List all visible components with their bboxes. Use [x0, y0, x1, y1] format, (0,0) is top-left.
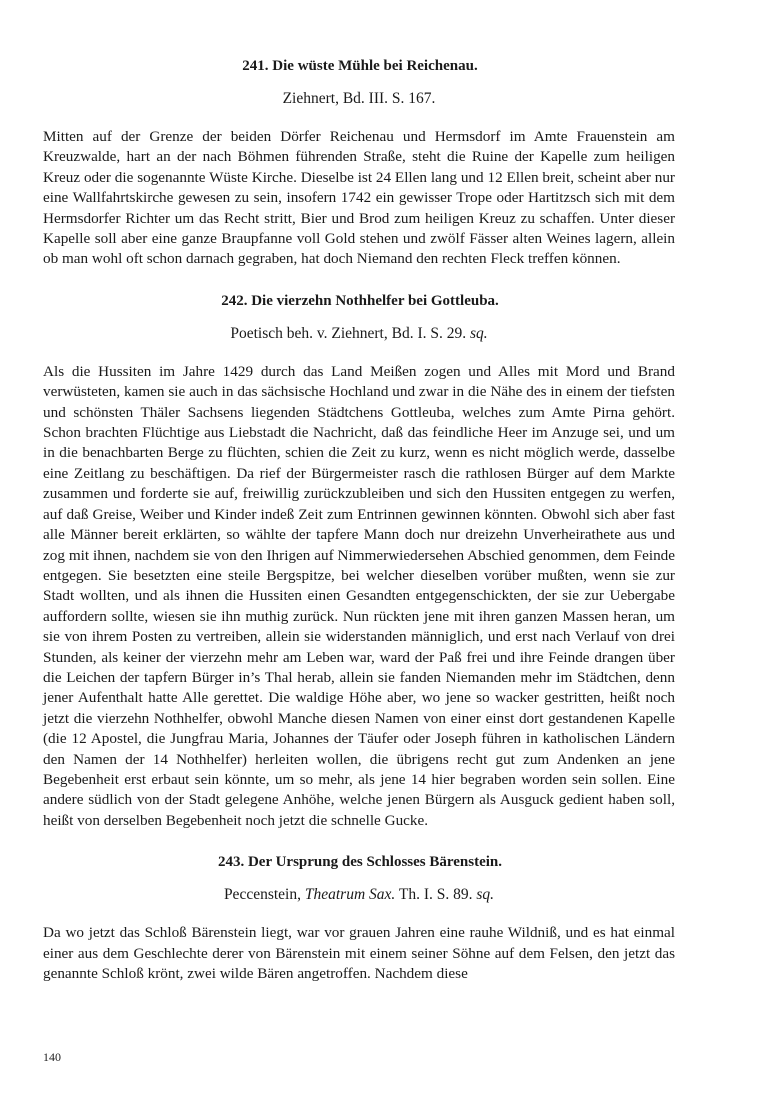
section-source — [43, 324, 675, 344]
source-italic: Theatrum Sax. — [304, 886, 396, 904]
section-title: 241. Die wüste Mühle bei Reichenau. — [242, 58, 478, 74]
section-body: Als die Hussiten im Jahre 1429 durch das Land Meißen zogen und Alles mit Mord und Brand verwüsteten, kamen sie auch in das sächsische Hochland und zwar in die Nähe des in einem der tiefsten und schönsten Thäler Sachsens liegenden Städtchens Gottleuba, welches zum Amte Pirna gehört. Schon brachten Flüchtige aus Liebstadt die Nachricht, daß das feindliche Heer im Anzuge sei, und um in die benachbarten Berge zu flüchten, schien die Zeit zu kurz, wenn es nicht möglich werde, dasselbe eine Zeitlang zu beschäftigen. Da rief der Bürgermeister rasch die rathlosen Bürger auf dem Markte zusammen und forderte sie auf, freiwillig zurückzubleiben und sich den Hussiten entgegen zu werfen, auf daß Greise, Weiber und Kinder indeß Zeit zum Entrinnen gewinnen könnten. Obwohl sich aber fast alle Männer bereit erklärten, so wählte der tapfere Mann doch nur dreizehn Unverheirathete aus und zog mit ihnen, nachdem sie von den Ihrigen auf Nimmerwiedersehen Abschied genommen, dem Feinde entgegen. Sie besetzten eine steile Bergspitze, bei welcher dieselben vorüber mußten, wenn sie zur Stadt wollten, und als ihnen die Hussiten einen Gesandten entgegenschickten, der sie zur Uebergabe auffordern sollte, wiesen sie ihn muthig zurück. Nun rückten jene mit ihren ganzen Massen heran, um sie von ihrem Posten zu vertreiben, allein sie widerstanden männiglich, und erst nach Verlauf von drei Stunden, als keiner der vierzehn mehr am Leben war, ward der Paß frei und ihre Feinde drangen über die Leichen der tapfern Bürger in’s Thal herab, allein sie fanden Niemanden mehr im Städtchen, denn jener Aufenthalt hatte Alle gerettet. Die waldige Höhe aber, wo jene so wacker gestritten, heißt noch jetzt die vierzehn Nothhelfer, obwohl Manche diesen Namen von einer einst dort gestandenen Kapelle (die 12 Apostel, die Jungfrau Maria, Johannes der Täufer oder Joseph führen in katholischen Ländern den Namen der 14 Nothhelfer) herleiten wollen, die übrigens recht gut zum Andenken an jene Begebenheit erst erbaut sein könnte, um so mehr, als jene 14 hier begraben worden sein sollen. Eine andere südlich von der Stadt gelegene Anhöhe, welche jenen Bürgern als Ausguck gedient haben soll, heißt von derselben Begebenheit noch jetzt die schnelle Gucke. — [43, 362, 675, 829]
document-page — [43, 56, 675, 984]
source-text: Peccenstein, — [223, 886, 305, 904]
source-italic: sq. — [469, 324, 488, 342]
section-title: 243. Der Ursprung des Schlosses Bärenstein. — [217, 854, 503, 871]
section-title: 242. Die vierzehn Nothhelfer bei Gottleuba. — [221, 292, 499, 309]
section-242 — [43, 291, 675, 831]
page-number: 140 — [43, 1050, 61, 1064]
section-body: Da wo jetzt das Schloß Bärenstein liegt, war vor grauen Jahren eine rauhe Wildniß, und es hat einmal einer aus dem Geschlechte derer von Bärenstein mit einem seiner Söhne auf dem Felsen, den jetzt das genannte Schloß krönt, zwei wilde Bären angetroffen. Nachdem diese — [43, 924, 675, 982]
section-243 — [43, 852, 675, 984]
source-text: Poetisch beh. v. Ziehnert, Bd. I. S. 29. — [230, 324, 470, 342]
source-text: Ziehnert, Bd. III. S. 167. — [282, 90, 436, 107]
section-source — [43, 885, 675, 905]
source-text-post: Th. I. S. 89. — [395, 886, 477, 904]
section-241 — [43, 56, 675, 270]
section-body: Mitten auf der Grenze der beiden Dörfer Reichenau und Hermsdorf im Amte Frauenstein am Kreuzwalde, hart an der nach Böhmen führenden Straße, steht die Ruine der Kapelle zum heiligen Kreuz oder die sogenannte Wüste Kirche. Dieselbe ist 24 Ellen lang und 12 Ellen breit, scheint aber nur eine Wallfahrtskirche gewesen zu sein, insofern 1742 ein gewisser Trope oder Hartitzsch sich mit dem Hermsdorfer Richter um das Recht stritt, Bier und Brod zum heiligen Kreuz zu schaffen. Unter dieser Kapelle soll aber eine ganze Braupfanne voll Gold stehen und zwölf Fässer alten Weines lagern, allein ob man wohl oft schon darnach gegraben, hat doch Niemand den rechten Fleck treffen können. — [43, 128, 675, 268]
section-source — [43, 89, 675, 109]
source-italic-2: sq. — [476, 886, 495, 904]
